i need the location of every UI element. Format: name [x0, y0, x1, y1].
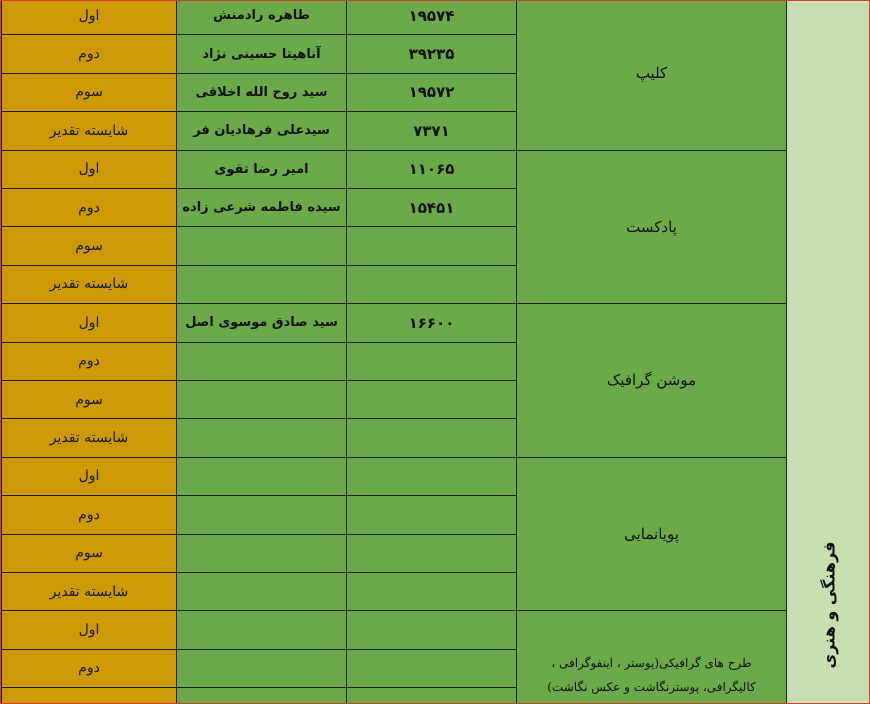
winner-code-cell[interactable] — [346, 226, 517, 265]
rank-cell-text: سوم — [75, 545, 103, 562]
rank-cell[interactable] — [1, 150, 177, 189]
winner-code-cell[interactable] — [346, 649, 517, 688]
winner-code-cell[interactable] — [346, 572, 517, 611]
rank-cell-text: اول — [78, 7, 100, 24]
winner-code-cell[interactable] — [346, 457, 517, 496]
rank-cell-text: اول — [78, 622, 100, 639]
winner-name-cell[interactable] — [176, 534, 347, 573]
winner-name-cell[interactable] — [176, 418, 347, 457]
winner-name-cell-text: سید روح الله اخلاقی — [195, 84, 328, 100]
winner-name-cell[interactable] — [176, 150, 347, 189]
rank-cell-text: دوم — [78, 46, 100, 63]
rank-cell[interactable] — [1, 610, 177, 649]
rank-cell[interactable] — [1, 226, 177, 265]
rank-cell[interactable] — [1, 111, 177, 150]
winner-code-cell-text: ۱۶۶۰۰ — [408, 313, 455, 332]
category-label: موشن گرافیک — [606, 371, 697, 390]
rank-cell-text: اول — [78, 161, 100, 178]
category-cell[interactable] — [516, 457, 787, 612]
winner-code-cell[interactable] — [346, 380, 517, 419]
rank-cell[interactable] — [1, 380, 177, 419]
rank-cell-text: دوم — [78, 506, 100, 523]
category-label: پویانمایی — [624, 525, 679, 544]
winner-name-cell-text: سیدعلی فرهادیان فر — [193, 123, 330, 139]
winner-code-cell-text: ۷۳۷۱ — [413, 121, 450, 140]
winner-code-cell[interactable] — [346, 111, 517, 150]
category-cell[interactable] — [516, 610, 787, 704]
winner-code-cell-text: ۱۵۴۵۱ — [408, 198, 455, 217]
winner-code-cell-text: ۱۱۰۶۵ — [408, 160, 455, 179]
winner-name-cell[interactable] — [176, 342, 347, 381]
rank-cell-text: شایسته تقدیر — [49, 122, 129, 139]
winner-name-cell[interactable] — [176, 73, 347, 112]
winner-name-cell[interactable] — [176, 303, 347, 342]
winner-name-cell[interactable] — [176, 0, 347, 35]
winner-name-cell[interactable] — [176, 380, 347, 419]
rank-cell[interactable] — [1, 188, 177, 227]
winner-name-cell[interactable] — [176, 572, 347, 611]
winner-name-cell[interactable] — [176, 226, 347, 265]
rank-cell-text: دوم — [78, 199, 100, 216]
winner-name-cell-text: طاهره رادمنش — [213, 8, 310, 24]
rank-cell[interactable] — [1, 73, 177, 112]
rank-cell[interactable] — [1, 649, 177, 688]
category-label: پادکست — [626, 217, 677, 236]
rank-cell[interactable] — [1, 687, 177, 704]
winner-code-cell[interactable] — [346, 34, 517, 73]
rank-cell[interactable] — [1, 418, 177, 457]
rank-cell[interactable] — [1, 342, 177, 381]
winner-code-cell-text: ۱۹۵۷۲ — [408, 83, 455, 102]
winner-name-cell[interactable] — [176, 34, 347, 73]
rank-cell[interactable] — [1, 495, 177, 534]
winner-code-cell[interactable] — [346, 534, 517, 573]
winner-name-cell[interactable] — [176, 188, 347, 227]
rank-cell-text: دوم — [78, 660, 100, 677]
rank-cell-text: سوم — [75, 391, 103, 408]
rank-cell-text: شایسته تقدیر — [49, 430, 129, 447]
rank-cell-text: سوم — [75, 238, 103, 255]
winner-name-cell[interactable] — [176, 457, 347, 496]
rank-cell-text: شایسته تقدیر — [49, 276, 129, 293]
rank-cell[interactable] — [1, 265, 177, 304]
winner-code-cell[interactable] — [346, 303, 517, 342]
rank-cell[interactable] — [1, 303, 177, 342]
rank-cell-text: اول — [78, 314, 100, 331]
winner-code-cell[interactable] — [346, 495, 517, 534]
category-label: کلیپ — [635, 64, 668, 83]
rank-cell[interactable] — [1, 34, 177, 73]
winner-name-cell-text: سیده فاطمه شرعی زاده — [182, 200, 341, 216]
winner-code-cell-text: ۳۹۲۳۵ — [408, 45, 455, 64]
category-cell[interactable] — [516, 150, 787, 305]
winner-code-cell[interactable] — [346, 687, 517, 704]
winner-name-cell[interactable] — [176, 687, 347, 704]
rank-cell[interactable] — [1, 572, 177, 611]
winner-code-cell-text: ۱۹۵۷۴ — [408, 6, 455, 25]
rank-cell-text: شایسته تقدیر — [49, 583, 129, 600]
rank-cell-text: اول — [78, 468, 100, 485]
winner-code-cell[interactable] — [346, 73, 517, 112]
winner-name-cell[interactable] — [176, 265, 347, 304]
winner-code-cell[interactable] — [346, 0, 517, 35]
winner-name-cell[interactable] — [176, 111, 347, 150]
winner-code-cell[interactable] — [346, 265, 517, 304]
winner-code-cell[interactable] — [346, 418, 517, 457]
rank-cell[interactable] — [1, 457, 177, 496]
winner-code-cell[interactable] — [346, 188, 517, 227]
rank-cell[interactable] — [1, 534, 177, 573]
winner-code-cell[interactable] — [346, 610, 517, 649]
winner-name-cell-text: آناهیتا حسینی نژاد — [202, 46, 321, 62]
category-label: طرح های گرافیکی(پوستر ، اینفوگرافی ، کالیگرافی، پوسترنگاشت و عکس نگاشت) — [547, 656, 756, 695]
category-cell[interactable] — [516, 303, 787, 458]
section-label: فرهنگی و هنری — [819, 541, 839, 669]
winner-name-cell[interactable] — [176, 649, 347, 688]
winner-name-cell[interactable] — [176, 495, 347, 534]
winner-code-cell[interactable] — [346, 150, 517, 189]
winner-name-cell[interactable] — [176, 610, 347, 649]
category-cell[interactable] — [516, 0, 787, 151]
rank-cell-text: سوم — [75, 84, 103, 101]
winner-code-cell[interactable] — [346, 342, 517, 381]
winner-name-cell-text: سید صادق موسوی اصل — [185, 315, 338, 331]
rank-cell-text: دوم — [78, 353, 100, 370]
winner-name-cell-text: امیر رضا تقوی — [214, 161, 309, 177]
rank-cell[interactable] — [1, 0, 177, 35]
